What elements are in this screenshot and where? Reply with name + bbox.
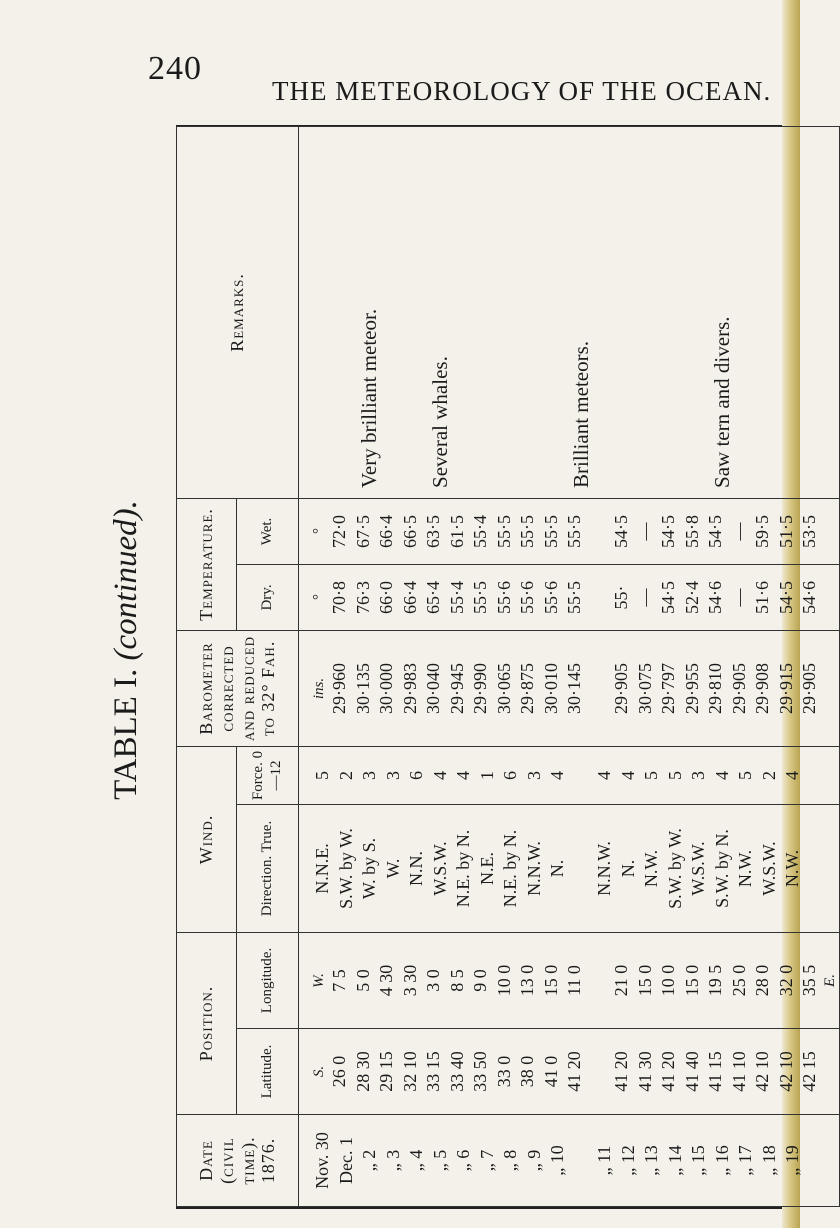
date-cell: „ 2 xyxy=(359,1149,379,1172)
header-date-label: Date (civil time). xyxy=(196,1136,258,1185)
longitude-cell: 10 0 xyxy=(493,964,514,997)
direction-values xyxy=(311,809,805,928)
wet-cell: 55·5 xyxy=(540,514,561,548)
direction-cell: N.E. by N. xyxy=(500,829,520,908)
page-number: 240 xyxy=(148,50,202,87)
wet-cell: 55·5 xyxy=(564,514,584,548)
remarks-list xyxy=(311,131,781,494)
barometer-cell: 29·810 xyxy=(705,662,725,714)
dry-cell: 55·4 xyxy=(446,580,467,614)
barometer-cell: 29·983 xyxy=(399,662,420,714)
header-wind: Wind. xyxy=(177,746,237,932)
header-temperature: Temperature. xyxy=(177,498,237,630)
dry-cell: 54·6 xyxy=(705,580,725,614)
direction-cell: N.N.E. xyxy=(312,843,332,894)
longitude-cell: 3 30 xyxy=(399,964,420,997)
wet-cell: 67·5 xyxy=(352,514,373,548)
barometer-cell: 30·075 xyxy=(634,662,655,714)
latitude-cell: 28 30 xyxy=(352,1051,373,1092)
force-cell: 6 xyxy=(406,770,426,780)
date-cell: „ 7 xyxy=(476,1149,497,1172)
latitude-cell: 41 30 xyxy=(634,1051,655,1092)
force-cell: 3 xyxy=(359,770,379,780)
force-cell: 3 xyxy=(688,770,708,780)
table-title-continued: (continued). xyxy=(108,500,144,661)
longitude-cell: 10 0 xyxy=(658,964,678,997)
col-wet xyxy=(299,498,840,564)
force-cell: 4 xyxy=(453,770,473,780)
dry-cell: 76·3 xyxy=(352,580,373,614)
table-title-main: TABLE I. xyxy=(108,668,144,800)
date-cell: „ 5 xyxy=(429,1149,450,1172)
barometer-cell: 29·990 xyxy=(470,662,490,714)
dry-cell: 51·6 xyxy=(752,580,772,614)
latitude-cell: 33 0 xyxy=(493,1055,514,1088)
wet-cell: 54·5 xyxy=(705,514,725,548)
lon-hemisphere: W. xyxy=(311,973,327,988)
barometer-cell: 30·145 xyxy=(564,662,584,714)
date-cell: „ 15 xyxy=(688,1145,708,1176)
date-cell: Nov. 30 xyxy=(312,1132,332,1189)
barometer-cell: 29·905 xyxy=(799,662,819,714)
date-cell: „ 16 xyxy=(711,1145,732,1176)
barometer-unit: ins. xyxy=(311,677,327,700)
longitude-cell: 32 0 xyxy=(775,964,796,997)
direction-cell: W.S.W. xyxy=(758,841,779,896)
col-remarks xyxy=(299,126,840,498)
wet-values xyxy=(328,503,822,560)
date-cell: „ 10 xyxy=(547,1145,567,1176)
dry-cell: 55·6 xyxy=(540,580,561,614)
longitude-cell: 28 0 xyxy=(752,964,772,997)
direction-cell: W. xyxy=(382,858,403,879)
dry-cell: 54·6 xyxy=(799,580,819,614)
barometer-cell: 29·915 xyxy=(775,662,796,714)
direction-cell: N. xyxy=(547,859,567,878)
wet-cell: — xyxy=(728,522,749,541)
longitude-cell: 11 0 xyxy=(564,965,584,996)
dry-cell: 55·5 xyxy=(470,580,490,614)
longitude-cell: 7 5 xyxy=(329,969,349,992)
latitude-cell: 41 40 xyxy=(681,1051,702,1092)
longitude-cell: 19 5 xyxy=(705,964,725,997)
wet-cell: 61·5 xyxy=(446,514,467,548)
wet-cell: 66·5 xyxy=(399,514,420,548)
meteorology-table xyxy=(176,126,840,1207)
barometer-cell: 29·905 xyxy=(611,662,631,714)
latitude-cell: 41 20 xyxy=(611,1051,631,1092)
dry-unit: ° xyxy=(311,594,327,601)
wet-cell: 53·5 xyxy=(799,514,819,548)
wet-cell: 55·5 xyxy=(493,514,514,548)
force-cell: 4 xyxy=(782,770,802,780)
running-head: THE METEOROLOGY OF THE OCEAN. xyxy=(272,76,772,106)
latitude-cell: 41 20 xyxy=(658,1051,678,1092)
force-cell: 4 xyxy=(547,770,567,780)
latitude-cell: 38 0 xyxy=(517,1055,537,1088)
wet-cell: 59·5 xyxy=(752,514,772,548)
date-cell: „ 13 xyxy=(641,1145,661,1176)
force-cell: 4 xyxy=(711,770,732,780)
force-cell: 4 xyxy=(429,770,450,780)
remark-item: Several whales. xyxy=(427,356,452,488)
dry-cell: 55·6 xyxy=(493,580,514,614)
remark-item: Saw tern and divers. xyxy=(709,316,734,488)
wet-cell: 51·5 xyxy=(775,514,796,548)
latitude-cell: 41 0 xyxy=(540,1055,561,1088)
lat-hemisphere: S. xyxy=(311,1065,327,1078)
latitude-cell: 42 15 xyxy=(799,1051,819,1092)
direction-cell: N.W. xyxy=(735,849,755,888)
date-cell: „ 3 xyxy=(382,1149,403,1172)
date-cell: „ 14 xyxy=(664,1145,685,1176)
latitude-cell: 32 10 xyxy=(399,1051,420,1092)
direction-cell: N.N.W. xyxy=(594,841,614,896)
remark-item: Very brilliant meteor. xyxy=(357,308,381,488)
latitude-cell: 33 50 xyxy=(470,1051,490,1092)
data-table-frame xyxy=(176,125,838,1209)
direction-cell: W.S.W. xyxy=(429,841,450,896)
force-cell: 3 xyxy=(382,770,403,780)
col-latitude xyxy=(299,1029,840,1115)
date-cell: Dec. 1 xyxy=(335,1137,356,1184)
barometer-cell: 29·875 xyxy=(517,662,537,714)
table-title xyxy=(103,500,149,800)
force-cell: 5 xyxy=(664,770,685,780)
latitude-cell: 33 40 xyxy=(446,1051,467,1092)
col-date xyxy=(299,1115,840,1207)
barometer-values xyxy=(328,635,822,742)
longitude-cell: 21 0 xyxy=(611,964,631,997)
barometer-cell: 30·000 xyxy=(376,662,396,714)
col-dry xyxy=(299,564,840,630)
dry-cell: 66·0 xyxy=(376,580,396,614)
barometer-cell: 29·945 xyxy=(446,662,467,714)
col-force xyxy=(299,746,840,804)
header-date xyxy=(177,1115,299,1207)
date-cell: „ 18 xyxy=(758,1145,779,1176)
header-longitude: Longitude. xyxy=(237,932,299,1028)
barometer-cell: 30·040 xyxy=(423,662,443,714)
date-cell: „ 6 xyxy=(453,1149,473,1172)
col-direction xyxy=(299,804,840,932)
longitude-cell: 15 0 xyxy=(681,964,702,997)
longitude-cell: 3 0 xyxy=(423,969,443,992)
dry-cell: 66·4 xyxy=(399,580,420,614)
dry-cell: 55· xyxy=(611,585,631,610)
dry-cell: 54·5 xyxy=(658,580,678,614)
force-cell: 2 xyxy=(335,770,356,780)
remark-item: Brilliant meteors. xyxy=(568,340,593,488)
direction-cell: N. xyxy=(617,859,638,878)
latitude-cell: 42 10 xyxy=(775,1051,796,1092)
direction-cell: N.E. by N. xyxy=(453,829,473,908)
lon-hemisphere-second: E. xyxy=(821,974,838,987)
barometer-cell: 29·908 xyxy=(752,662,772,714)
latitude-cell: 41 10 xyxy=(728,1051,749,1092)
force-cell: 5 xyxy=(735,770,755,780)
date-cell: „ 12 xyxy=(617,1145,638,1176)
wet-cell: 66·4 xyxy=(376,514,396,548)
longitude-cell: 5 0 xyxy=(352,969,373,992)
barometer-cell: 29·955 xyxy=(681,662,702,714)
header-remarks: Remarks. xyxy=(177,126,299,498)
date-cell: „ 9 xyxy=(523,1149,544,1172)
dry-cell: 55·6 xyxy=(517,580,537,614)
wet-cell: 54·5 xyxy=(611,514,631,548)
force-cell: 3 xyxy=(523,770,544,780)
dry-cell: 54·5 xyxy=(775,580,796,614)
latitude-values xyxy=(328,1033,822,1110)
latitude-cell: 26 0 xyxy=(329,1055,349,1088)
direction-cell: N.N. xyxy=(406,850,426,886)
dry-cell: — xyxy=(728,588,749,607)
direction-cell: S.W. by W. xyxy=(335,828,356,909)
force-cell: 5 xyxy=(312,770,332,780)
latitude-cell: 29 15 xyxy=(376,1051,396,1092)
longitude-cell: 15 0 xyxy=(540,964,561,997)
wet-cell: 63·5 xyxy=(423,514,443,548)
header-force: Force. 0—12 xyxy=(237,746,299,804)
barometer-cell: 29·960 xyxy=(329,662,349,714)
col-barometer xyxy=(299,630,840,746)
barometer-cell: 30·135 xyxy=(352,662,373,714)
force-cell: 4 xyxy=(617,770,638,780)
longitude-cell: 35 5 xyxy=(799,964,819,997)
longitude-cell: 9 0 xyxy=(470,969,490,992)
dry-cell: — xyxy=(634,588,655,607)
force-values xyxy=(311,751,805,800)
header-direction: Direction. True. xyxy=(237,804,299,932)
wet-cell: 54·5 xyxy=(658,514,678,548)
wet-unit: ° xyxy=(311,528,327,535)
header-dry: Dry. xyxy=(237,564,299,630)
barometer-cell: 29·905 xyxy=(728,662,749,714)
direction-cell: W. by S. xyxy=(359,837,379,900)
longitude-values xyxy=(328,937,822,1024)
dry-values xyxy=(328,569,822,626)
wet-cell: 55·5 xyxy=(517,514,537,548)
wet-cell: 55·4 xyxy=(470,514,490,548)
direction-cell: S.W. by N. xyxy=(711,829,732,908)
latitude-cell: 33 15 xyxy=(423,1051,443,1092)
date-cell: „ 11 xyxy=(594,1145,614,1176)
force-cell: 6 xyxy=(500,770,520,780)
header-wet: Wet. xyxy=(237,498,299,564)
dry-cell: 55·5 xyxy=(564,580,584,614)
longitude-cell: 13 0 xyxy=(517,964,537,997)
dry-cell: 70·8 xyxy=(329,580,349,614)
force-cell: 4 xyxy=(594,770,614,780)
date-cell: „ 8 xyxy=(500,1149,520,1172)
date-values xyxy=(311,1119,805,1202)
barometer-cell: 29·797 xyxy=(658,662,678,714)
latitude-cell: 41 15 xyxy=(705,1051,725,1092)
date-cell: „ 19 xyxy=(782,1145,802,1176)
wet-cell: 55·8 xyxy=(681,514,702,548)
direction-cell: N.E. xyxy=(476,851,497,885)
date-cell: „ 17 xyxy=(735,1145,755,1176)
rotated-table xyxy=(176,127,838,1207)
header-position: Position. xyxy=(177,932,237,1114)
force-cell: 2 xyxy=(758,770,779,780)
header-latitude: Latitude. xyxy=(237,1029,299,1115)
wet-cell: 72·0 xyxy=(329,514,349,548)
direction-cell: S.W. by W. xyxy=(664,828,685,909)
force-cell: 1 xyxy=(476,770,497,780)
longitude-cell: 4 30 xyxy=(376,964,396,997)
barometer-cell: 30·065 xyxy=(493,662,514,714)
force-cell: 5 xyxy=(641,770,661,780)
col-longitude xyxy=(299,932,840,1028)
date-cell: „ 4 xyxy=(406,1149,426,1172)
latitude-cell: 42 10 xyxy=(752,1051,772,1092)
barometer-cell: 30·010 xyxy=(540,662,561,714)
direction-cell: N.N.W. xyxy=(523,841,544,896)
direction-cell: N.W. xyxy=(641,849,661,888)
longitude-cell: 25 0 xyxy=(728,964,749,997)
dry-cell: 52·4 xyxy=(681,580,702,614)
latitude-cell: 41 20 xyxy=(564,1051,584,1092)
direction-cell: W.S.W. xyxy=(688,841,708,896)
header-barometer: Barometer corrected and reduced to 32° Fah. xyxy=(177,630,299,746)
wet-cell: — xyxy=(634,522,655,541)
longitude-cell: 15 0 xyxy=(634,964,655,997)
longitude-cell: 8 5 xyxy=(446,969,467,992)
dry-cell: 65·4 xyxy=(423,580,443,614)
direction-cell: N.W. xyxy=(782,849,802,888)
header-year-label: 1876. xyxy=(258,1137,279,1184)
